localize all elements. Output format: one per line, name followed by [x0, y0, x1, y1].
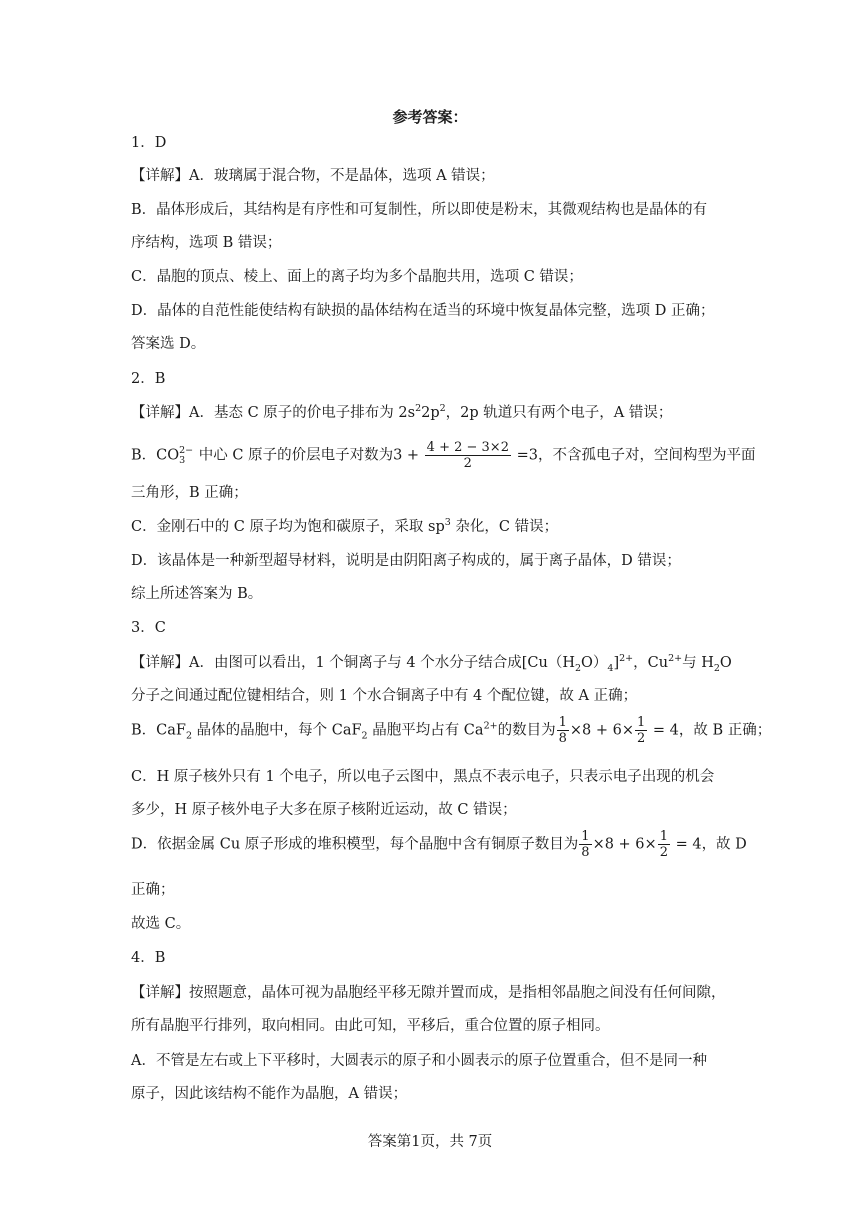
q4-option-a-line2: 原子，因此该结构不能作为晶胞，A 错误；: [131, 1086, 408, 1102]
q1-number: 1．D: [131, 135, 167, 151]
q3-option-a-line1: 【详解】A．由图可以看出，1 个铜离子与 4 个水分子结合成$[Cu(H_2O)_4]^{2+}$，$Cu^{2+}$与 $H_2O$: [131, 653, 732, 674]
q3-option-d-line2: 正确；: [131, 882, 175, 898]
q3-option-c-line1: C．H 原子核外只有 1 个电子，所以电子云图中，黑点不表示电子，只表示电子出现的机会: [131, 769, 715, 785]
q2-answer: 综上所述答案为 B。: [131, 586, 263, 602]
q2-number: 2．B: [131, 371, 166, 387]
q2-option-b-line2: 三角形，B 正确；: [131, 485, 248, 501]
q3-number: 3．C: [131, 620, 166, 636]
q1-answer: 答案选 D。: [131, 336, 206, 352]
q3-option-b: B．CaF$_2$ 晶体的晶胞中，每个 CaF$_2$ 晶胞平均占有 $Ca^{2+}$的数目为 $\frac{1}{8}$ ×8 + 6× $\frac{1}{2}$ = 4，故 B 正确；: [131, 715, 772, 746]
q3-answer: 故选 C。: [131, 916, 191, 932]
q2-fraction: $\frac{4 + 2 - 3\times 2}{2}$: [426, 440, 509, 471]
q1-option-c: C．晶胞的顶点、棱上、面上的离子均为多个晶胞共用，选项 C 错误；: [131, 269, 583, 285]
q1-option-d: D．晶体的自范性能使结构有缺损的晶体结构在适当的环境中恢复晶体完整，选项 D 正确；: [131, 303, 715, 319]
page-title: 参考答案：: [392, 108, 468, 126]
page-footer: 答案第1页，共 7页: [367, 1134, 493, 1150]
q2-option-d: D．该晶体是一种新型超导材料，说明是由阴阳离子构成的，属于离子晶体，D 错误；: [131, 553, 681, 569]
q3-option-a-line2: 分子之间通过配位键相结合，则 1 个水合铜离子中有 4 个配位键，故 A 正确；: [131, 688, 638, 704]
q3d-fraction-2: $\frac{1}{2}$: [659, 829, 668, 860]
q4-number: 4．B: [131, 950, 166, 966]
q3-option-d-line1: D．依据金属 Cu 原子形成的堆积模型，每个晶胞中含有铜原子数目为 $\frac{1}{8}$ ×8 + 6× $\frac{1}{2}$ = 4，故 D: [131, 829, 747, 860]
q3b-fraction-2: $\frac{1}{2}$: [636, 715, 646, 746]
q2-option-c: C．金刚石中的 C 原子均为饱和碳原子，采取 $sp^3$ 杂化，C 错误；: [131, 517, 559, 535]
q3-option-c-line2: 多少，H 原子核外电子大多在原子核附近运动，故 C 错误；: [131, 802, 517, 818]
q1-option-b-line2: 序结构，选项 B 错误；: [131, 235, 282, 251]
q1-option-a: 【详解】A．玻璃属于混合物，不是晶体，选项 A 错误；: [131, 168, 495, 184]
q4-option-a-line1: A．不管是左右或上下平移时，大圆表示的原子和小圆表示的原子位置重合，但不是同一种: [131, 1053, 707, 1069]
q3b-fraction-1: $\frac{1}{8}$: [558, 715, 567, 746]
q4-explanation-line1: 【详解】按照题意，晶体可视为晶胞经平移无隙并置而成，是指相邻晶胞之间没有任何间隙，: [131, 985, 726, 1001]
q1-option-b-line1: B．晶体形成后，其结构是有序性和可复制性，所以即使是粉末，其微观结构也是晶体的有: [131, 202, 708, 218]
q4-explanation-line2: 所有晶胞平行排列，取向相同。由此可知，平移后，重合位置的原子相同。: [131, 1018, 610, 1034]
carbonate-ion-charge: 2− 3: [179, 444, 194, 466]
q3d-fraction-1: $\frac{1}{8}$: [581, 829, 590, 860]
q2-option-b-line1: B．CO 2− 3 中心 C 原子的价层电子对数为3 + $\frac{4 + 2 - 3\times 2}{2}$ =3，不含孤电子对，空间构型为平面: [131, 440, 756, 471]
q2-option-a: 【详解】A．基态 C 原子的价电子排布为 $2s^22p^2$，2p 轨道只有两个电子，A 错误；: [131, 403, 673, 421]
